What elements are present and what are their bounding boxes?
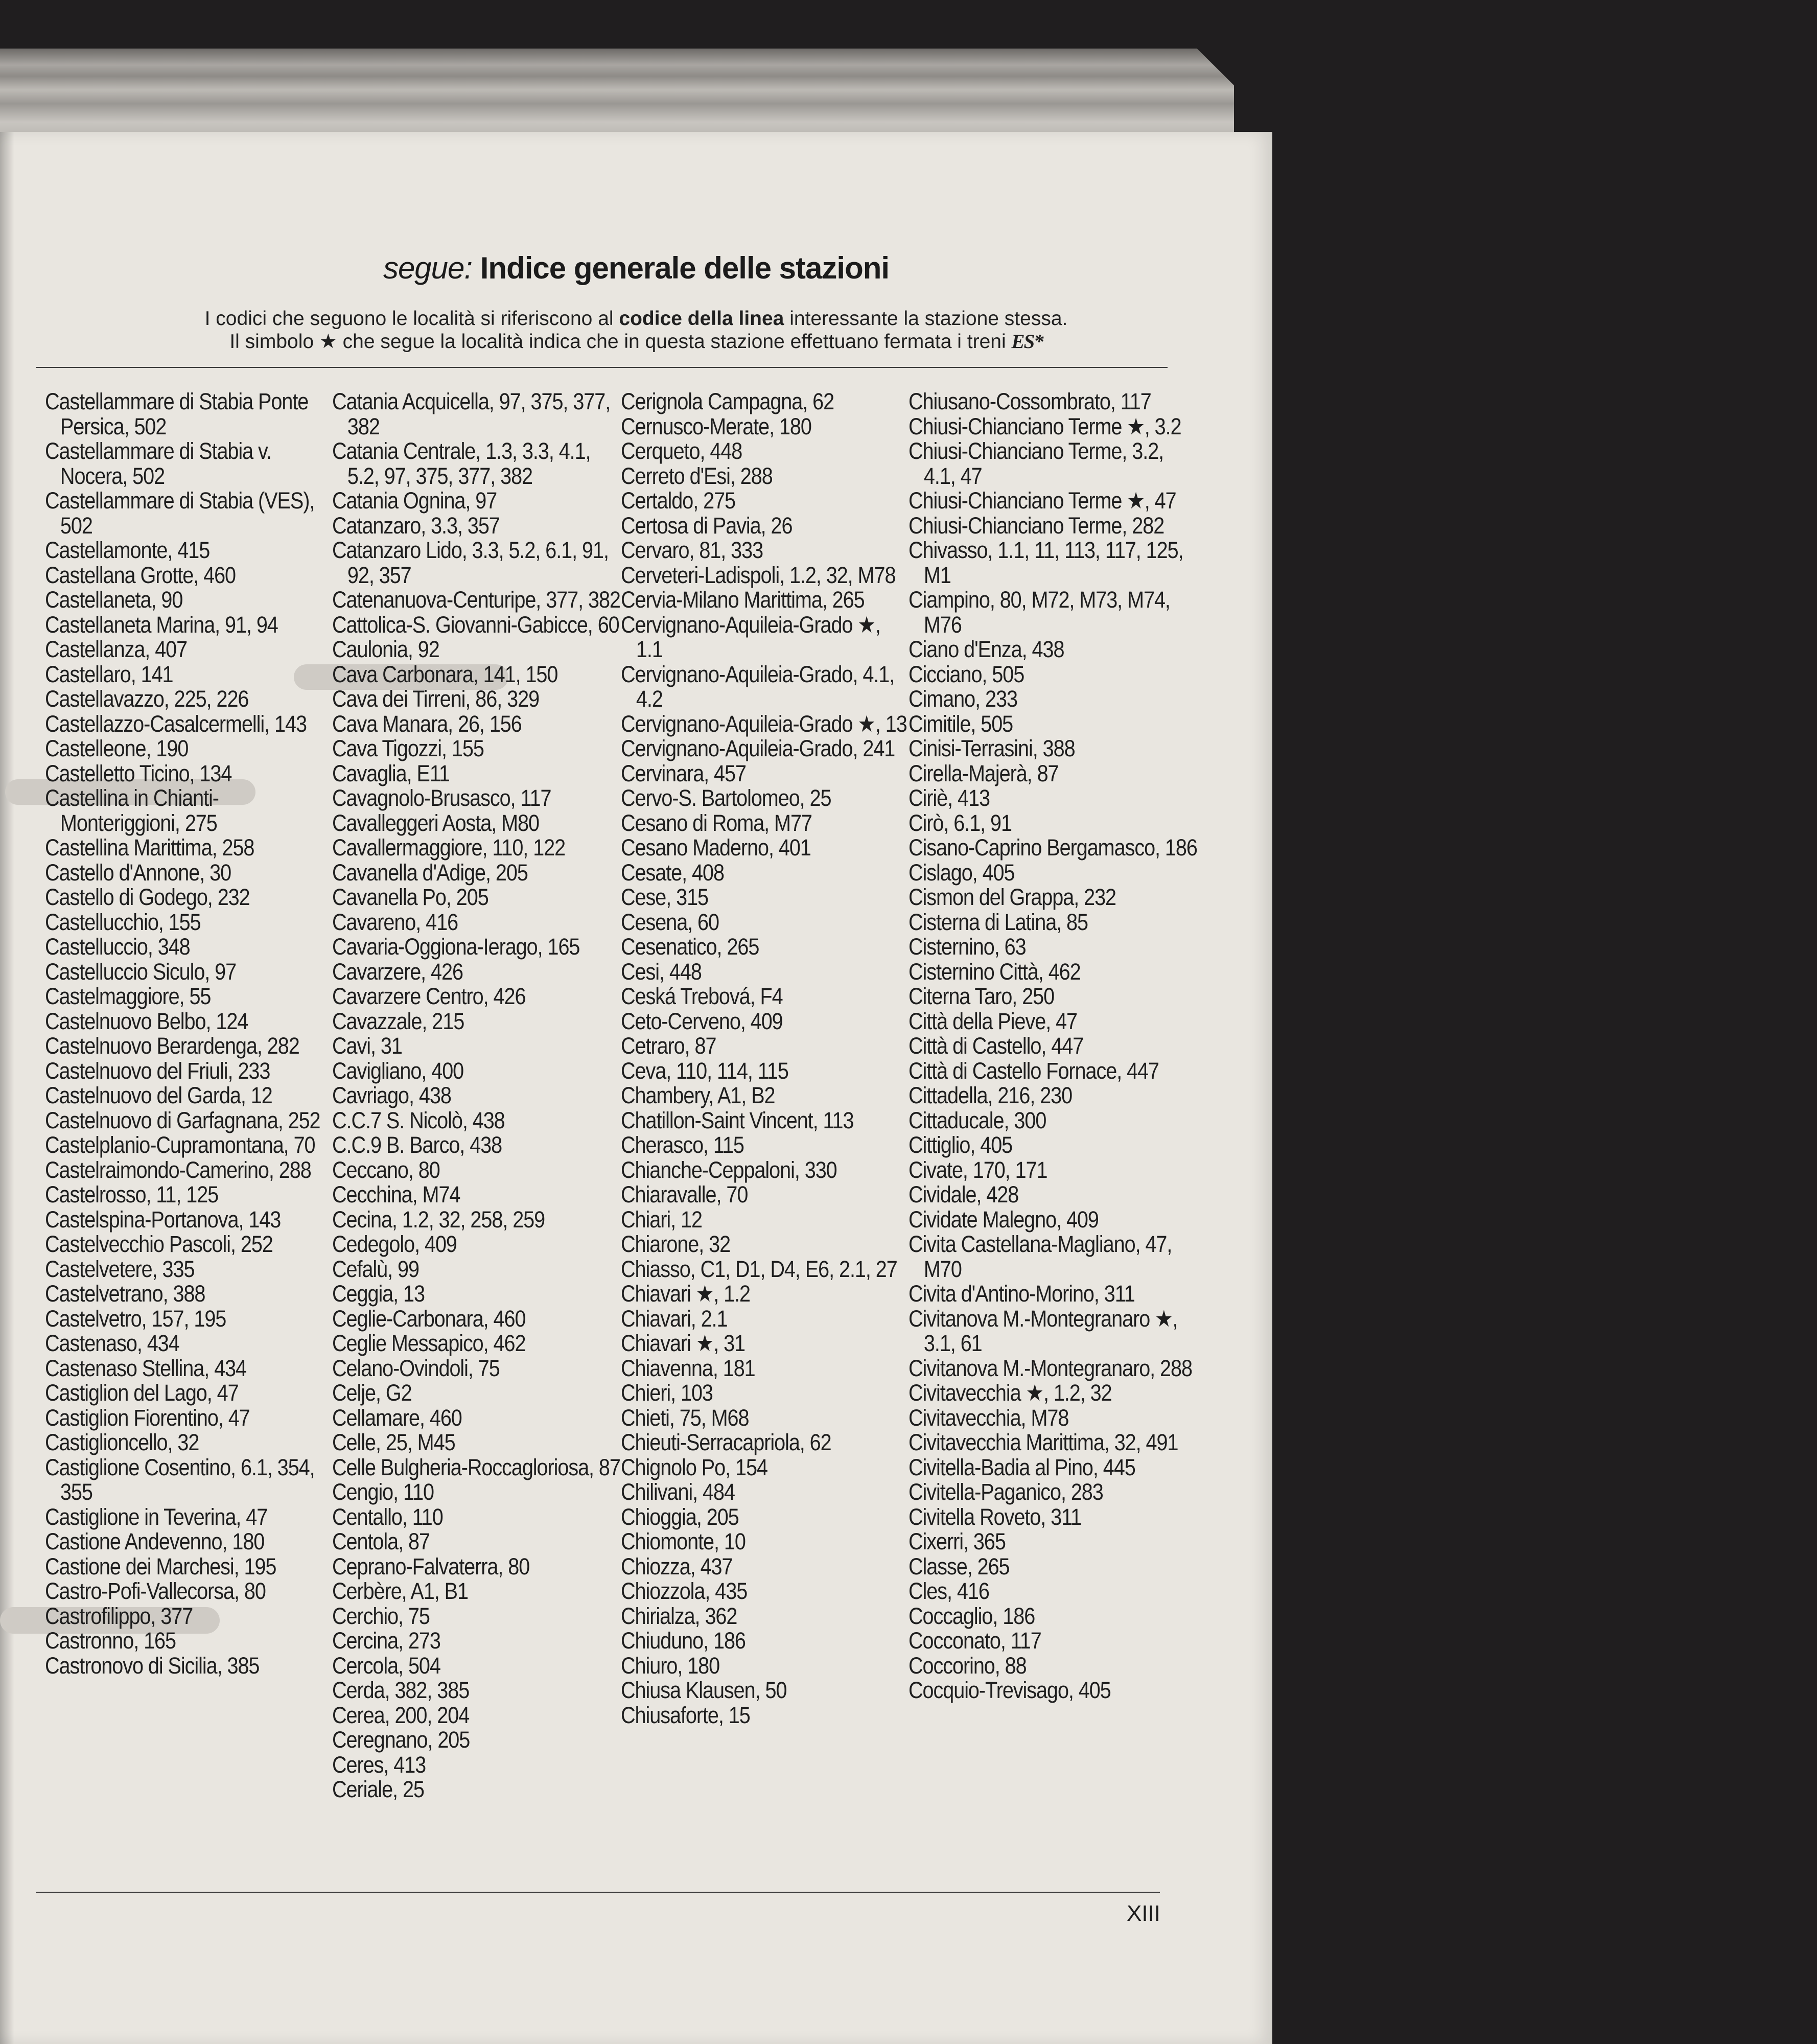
- index-entry: Castellina Marittima, 258: [45, 834, 254, 861]
- index-entry: Chiavari ★, 31: [621, 1330, 746, 1356]
- index-entry: Cerignola Campagna, 62: [621, 388, 834, 414]
- index-entry: Chirialza, 362: [621, 1602, 737, 1629]
- index-entry: Ceto-Cerveno, 409: [621, 1008, 783, 1034]
- index-entry: Cimano, 233: [908, 686, 1017, 712]
- index-entry: Cavarzere, 426: [332, 958, 463, 985]
- index-entry: Castellaneta, 90: [45, 587, 183, 613]
- index-entry: Cervignano-Aquileia-Grado ★, 13: [621, 710, 907, 737]
- index-entry: Cava Manara, 26, 156: [332, 710, 522, 737]
- index-entry: Chivasso, 1.1, 11, 113, 117, 125, M1: [908, 537, 1183, 588]
- index-entry: Castellammare di Stabia (VES), 502: [45, 487, 315, 539]
- index-entry: Cavazzale, 215: [332, 1008, 464, 1034]
- index-column-1: [45, 389, 323, 1678]
- index-entry: Cislago, 405: [908, 859, 1015, 886]
- index-entry: Cervia-Milano Marittima, 265: [621, 587, 865, 613]
- index-entry: Chieuti-Serracapriola, 62: [621, 1429, 831, 1455]
- index-entry: Cervinara, 457: [621, 760, 746, 786]
- index-entry: Cesano Maderno, 401: [621, 834, 811, 861]
- intro-bold-text: codice della linea: [619, 308, 784, 330]
- index-entry: Castiglioncello, 32: [45, 1429, 199, 1455]
- index-entry: Chiusi-Chianciano Terme ★, 47: [908, 487, 1176, 514]
- index-entry: Cavanella Po, 205: [332, 884, 488, 910]
- index-entry: Cividate Malegno, 409: [908, 1206, 1099, 1233]
- index-entry: Castellina in Chianti-Monteriggioni, 275: [45, 785, 219, 836]
- page-title: [0, 250, 1272, 286]
- index-entry: Castelnuovo del Garda, 12: [45, 1082, 272, 1108]
- index-entry: Centallo, 110: [332, 1503, 443, 1530]
- index-entry: Cerreto d'Esi, 288: [621, 462, 773, 489]
- index-entry: Cesenatico, 265: [621, 934, 759, 960]
- index-entry: Castenaso Stellina, 434: [45, 1355, 246, 1381]
- index-entry: Civitella-Paganico, 283: [908, 1479, 1103, 1505]
- index-entry: Cava Tigozzi, 155: [332, 735, 484, 761]
- index-entry: Castellazzo-Casalcermelli, 143: [45, 710, 307, 737]
- index-entry: Castronno, 165: [45, 1628, 176, 1654]
- index-entry: Castelvecchio Pascoli, 252: [45, 1231, 273, 1257]
- index-entry: Castenaso, 434: [45, 1330, 179, 1356]
- index-column-3: [621, 388, 907, 1728]
- index-entry: Castello di Godego, 232: [45, 884, 250, 910]
- index-entry: Castelvetere, 335: [45, 1256, 195, 1282]
- index-entry: Catanzaro Lido, 3.3, 5.2, 6.1, 91, 92, 357: [332, 537, 609, 588]
- index-entry: Catanzaro, 3.3, 357: [332, 512, 500, 539]
- index-entry: Città di Castello Fornace, 447: [908, 1057, 1159, 1084]
- index-entry: Castronovo di Sicilia, 385: [45, 1652, 260, 1679]
- index-entry: Chignolo Po, 154: [621, 1454, 767, 1480]
- index-entry: Castellana Grotte, 460: [45, 562, 236, 588]
- index-entry: Castello d'Annone, 30: [45, 859, 231, 886]
- index-entry: Citerna Taro, 250: [908, 983, 1055, 1009]
- footer-rule: [36, 1892, 1160, 1893]
- index-entry: Civitavecchia ★, 1.2, 32: [908, 1380, 1112, 1406]
- index-entry: Cisternino Città, 462: [908, 958, 1081, 985]
- index-entry: Castelletto Ticino, 134: [45, 760, 232, 786]
- index-entry: Castiglione in Teverina, 47: [45, 1503, 268, 1530]
- index-entry: Cesi, 448: [621, 958, 702, 985]
- index-entry: Castellaro, 141: [45, 661, 173, 687]
- index-entry: Cavaria-Oggiona-Ierago, 165: [332, 934, 580, 960]
- index-entry: Cernusco-Merate, 180: [621, 413, 811, 439]
- index-entry: Cattolica-S. Giovanni-Gabicce, 60: [332, 611, 619, 638]
- index-entry: Castelnuovo Berardenga, 282: [45, 1033, 299, 1059]
- index-entry: Cercola, 504: [332, 1652, 440, 1679]
- index-entry: Chiozzola, 435: [621, 1578, 748, 1604]
- index-entry: Chiusa Klausen, 50: [621, 1677, 787, 1703]
- index-entry: Celle, 25, M45: [332, 1429, 455, 1455]
- index-entry: Castelvetro, 157, 195: [45, 1305, 226, 1332]
- index-entry: Civita d'Antino-Morino, 311: [908, 1281, 1135, 1307]
- index-entry: Catania Centrale, 1.3, 3.3, 4.1, 5.2, 97, 375, 377, 382: [332, 438, 591, 489]
- index-entry: Chiozza, 437: [621, 1553, 733, 1580]
- index-entry: Cismon del Grappa, 232: [908, 884, 1116, 910]
- index-entry: Cervignano-Aquileia-Grado ★, 1.1: [621, 611, 880, 662]
- index-entry: Cellamare, 460: [332, 1404, 462, 1431]
- index-entry: Chiari, 12: [621, 1206, 702, 1233]
- index-entry: Ceccano, 80: [332, 1156, 440, 1183]
- intro-text: Il simbolo ★ che segue la località indica che in questa stazione effettuano fermata i treni: [229, 331, 1012, 353]
- index-entry: Cocconato, 117: [908, 1628, 1041, 1654]
- index-entry: Cecina, 1.2, 32, 258, 259: [332, 1206, 545, 1233]
- index-entry: Cisano-Caprino Bergamasco, 186: [908, 834, 1197, 861]
- index-entry: Civitanova M.-Montegranaro, 288: [908, 1355, 1192, 1381]
- index-entry: Chiavenna, 181: [621, 1355, 755, 1381]
- index-entry: Cerea, 200, 204: [332, 1702, 470, 1728]
- title-main: Indice generale delle stazioni: [480, 251, 890, 285]
- index-entry: Cisterna di Latina, 85: [908, 909, 1088, 935]
- index-entry: Catania Acquicella, 97, 375, 377, 382: [332, 388, 611, 439]
- index-entry: Chatillon-Saint Vincent, 113: [621, 1107, 854, 1133]
- index-entry: Cervo-S. Bartolomeo, 25: [621, 785, 831, 811]
- page-fold-shadow: [0, 132, 14, 2044]
- index-entry: Cerveteri-Ladispoli, 1.2, 32, M78: [621, 562, 896, 588]
- index-entry: Ceres, 413: [332, 1751, 426, 1778]
- index-entry: Ciriè, 413: [908, 785, 990, 811]
- index-entry: Civitella Roveto, 311: [908, 1503, 1082, 1530]
- index-entry: Cirò, 6.1, 91: [908, 809, 1012, 836]
- index-entry: Cavareno, 416: [332, 909, 458, 935]
- index-entry: Cisternino, 63: [908, 934, 1026, 960]
- index-entry: Cles, 416: [908, 1578, 989, 1604]
- index-entry: Cervignano-Aquileia-Grado, 4.1, 4.2: [621, 661, 895, 712]
- index-entry: Cese, 315: [621, 884, 709, 910]
- index-entry: C.C.9 B. Barco, 438: [332, 1132, 502, 1158]
- index-entry: Cefalù, 99: [332, 1256, 419, 1282]
- index-entry: Ceská Trebová, F4: [621, 983, 783, 1009]
- index-entry: Castellammare di Stabia Ponte Persica, 502: [45, 388, 309, 439]
- intro-line-1: [0, 307, 1272, 331]
- index-entry: Castione dei Marchesi, 195: [45, 1553, 276, 1580]
- index-entry: Caulonia, 92: [332, 636, 439, 662]
- intro-text: interessante la stazione stessa.: [784, 308, 1068, 330]
- index-entry: Ceregnano, 205: [332, 1727, 470, 1753]
- index-entry: Cocquio-Trevisago, 405: [908, 1677, 1111, 1703]
- index-entry: Cavriago, 438: [332, 1082, 451, 1108]
- title-prefix: segue:: [383, 251, 473, 285]
- intro-text: I codici che seguono le località si riferiscono al: [204, 308, 619, 330]
- index-entry: Castelluccio Siculo, 97: [45, 958, 237, 985]
- index-entry: Castelraimondo-Camerino, 288: [45, 1156, 311, 1183]
- index-entry: Certosa di Pavia, 26: [621, 512, 793, 539]
- index-entry: Cava Carbonara, 141, 150: [332, 661, 558, 687]
- index-entry: Cavalleggeri Aosta, M80: [332, 809, 539, 836]
- index-entry: Chiasso, C1, D1, D4, E6, 2.1, 27: [621, 1256, 897, 1282]
- index-entry: Civita Castellana-Magliano, 47, M70: [908, 1231, 1172, 1282]
- index-entry: Castelnuovo di Garfagnana, 252: [45, 1107, 320, 1133]
- index-entry: Civitavecchia Marittima, 32, 491: [908, 1429, 1178, 1455]
- index-entry: Coccorino, 88: [908, 1652, 1027, 1679]
- index-entry: Chiusi-Chianciano Terme ★, 3.2: [908, 413, 1181, 439]
- index-entry: Cittiglio, 405: [908, 1132, 1013, 1158]
- index-entry: Castione Andevenno, 180: [45, 1528, 265, 1554]
- index-entry: Cirella-Majerà, 87: [908, 760, 1059, 786]
- index-entry: Ceprano-Falvaterra, 80: [332, 1553, 530, 1580]
- index-entry: Cengio, 110: [332, 1479, 434, 1505]
- index-entry: Città della Pieve, 47: [908, 1008, 1078, 1034]
- index-entry: Chioggia, 205: [621, 1503, 739, 1530]
- index-entry: Cervaro, 81, 333: [621, 537, 763, 563]
- index-entry: Cavanella d'Adige, 205: [332, 859, 528, 886]
- index-entry: Civitella-Badia al Pino, 445: [908, 1454, 1135, 1480]
- index-entry: Cecchina, M74: [332, 1181, 460, 1207]
- index-entry: Catenanuova-Centuripe, 377, 382: [332, 587, 620, 613]
- index-entry: Castellaneta Marina, 91, 94: [45, 611, 278, 638]
- index-entry: Castellavazzo, 225, 226: [45, 686, 249, 712]
- index-entry: Castiglion Fiorentino, 47: [45, 1404, 250, 1431]
- index-entry: Castiglion del Lago, 47: [45, 1380, 239, 1406]
- index-entry: Civitanova M.-Montegranaro ★, 3.1, 61: [908, 1305, 1178, 1356]
- index-entry: Ceggia, 13: [332, 1281, 425, 1307]
- index-entry: Chiusano-Cossombrato, 117: [908, 388, 1151, 414]
- index-entry: Cervignano-Aquileia-Grado, 241: [621, 735, 895, 761]
- index-entry: Cerbère, A1, B1: [332, 1578, 468, 1604]
- index-entry: Celle Bulgheria-Roccagloriosa, 87: [332, 1454, 620, 1480]
- index-entry: Castelluccio, 348: [45, 934, 190, 960]
- index-entry: Cesate, 408: [621, 859, 724, 886]
- index-entry: Castellucchio, 155: [45, 909, 201, 935]
- index-entry: Ceva, 110, 114, 115: [621, 1057, 788, 1084]
- index-entry: Castelnuovo Belbo, 124: [45, 1008, 248, 1034]
- index-entry: Castelspina-Portanova, 143: [45, 1206, 281, 1233]
- index-entry: Cedegolo, 409: [332, 1231, 457, 1257]
- index-entry: Chiusaforte, 15: [621, 1702, 750, 1728]
- index-entry: Ciampino, 80, M72, M73, M74, M76: [908, 587, 1170, 638]
- index-entry: Cittaducale, 300: [908, 1107, 1046, 1133]
- index-entry: Chiusi-Chianciano Terme, 3.2, 4.1, 47: [908, 438, 1164, 489]
- index-entry: Chiarone, 32: [621, 1231, 731, 1257]
- index-entry: Cerqueto, 448: [621, 438, 742, 464]
- index-entry: Cercina, 273: [332, 1628, 440, 1654]
- index-entry: Cimitile, 505: [908, 710, 1013, 737]
- index-entry: Cinisi-Terrasini, 388: [908, 735, 1075, 761]
- index-entry: Celje, G2: [332, 1380, 412, 1406]
- index-entry: Cavallermaggiore, 110, 122: [332, 834, 566, 861]
- index-entry: Chieti, 75, M68: [621, 1404, 749, 1431]
- index-entry: Civate, 170, 171: [908, 1156, 1047, 1183]
- index-entry: Castelrosso, 11, 125: [45, 1181, 219, 1207]
- index-entry: Castro-Pofi-Vallecorsa, 80: [45, 1578, 266, 1604]
- index-entry: Cherasco, 115: [621, 1132, 744, 1158]
- index-entry: Castelvetrano, 388: [45, 1281, 205, 1307]
- index-entry: Cixerri, 365: [908, 1528, 1006, 1554]
- index-entry: Chiuduno, 186: [621, 1628, 746, 1654]
- index-entry: Coccaglio, 186: [908, 1602, 1035, 1629]
- index-entry: Ceriale, 25: [332, 1776, 424, 1802]
- index-entry: Cesano di Roma, M77: [621, 809, 812, 836]
- intro-line-2: [0, 330, 1272, 354]
- index-entry: Chiusi-Chianciano Terme, 282: [908, 512, 1164, 539]
- index-entry: Chiomonte, 10: [621, 1528, 746, 1554]
- index-entry: Castelnuovo del Friuli, 233: [45, 1057, 270, 1084]
- index-entry: Ceglie-Carbonara, 460: [332, 1305, 526, 1332]
- index-entry: Cavaglia, E11: [332, 760, 450, 786]
- index-entry: Cavarzere Centro, 426: [332, 983, 526, 1009]
- index-entry: Castiglione Cosentino, 6.1, 354, 355: [45, 1454, 315, 1505]
- index-entry: Castrofilippo, 377: [45, 1602, 193, 1629]
- page-number: XIII: [1127, 1901, 1161, 1926]
- index-entry: Chianche-Ceppaloni, 330: [621, 1156, 837, 1183]
- index-entry: Ciano d'Enza, 438: [908, 636, 1064, 662]
- page-header: [0, 250, 1272, 286]
- index-entry: Castelleone, 190: [45, 735, 189, 761]
- index-column-2: [332, 388, 620, 1802]
- index-entry: Cavi, 31: [332, 1033, 402, 1059]
- index-entry: Città di Castello, 447: [908, 1033, 1084, 1059]
- index-entry: Castellanza, 407: [45, 636, 188, 662]
- index-entry: Chiavari ★, 1.2: [621, 1281, 750, 1307]
- index-entry: Chiuro, 180: [621, 1652, 720, 1679]
- es-logo: ES*: [1011, 331, 1043, 353]
- index-entry: Ceglie Messapico, 462: [332, 1330, 526, 1356]
- index-entry: Certaldo, 275: [621, 487, 736, 514]
- index-entry: C.C.7 S. Nicolò, 438: [332, 1107, 505, 1133]
- index-entry: Cesena, 60: [621, 909, 719, 935]
- index-column-4: [908, 388, 1197, 1703]
- index-entry: Castellamonte, 415: [45, 537, 210, 563]
- index-entry: Cavagnolo-Brusasco, 117: [332, 785, 551, 811]
- index-entry: Castelplanio-Cupramontana, 70: [45, 1132, 315, 1158]
- index-entry: Chiavari, 2.1: [621, 1305, 728, 1332]
- index-entry: Cerchio, 75: [332, 1602, 430, 1629]
- index-entry: Chilivani, 484: [621, 1479, 735, 1505]
- index-entry: Chiaravalle, 70: [621, 1181, 748, 1207]
- index-entry: Cittadella, 216, 230: [908, 1082, 1073, 1108]
- header-rule: [36, 367, 1168, 368]
- index-entry: Castelmaggiore, 55: [45, 983, 211, 1009]
- index-entry: Castellammare di Stabia v. Nocera, 502: [45, 438, 271, 489]
- index-entry: Cavigliano, 400: [332, 1057, 464, 1084]
- index-entry: Cava dei Tirreni, 86, 329: [332, 686, 540, 712]
- index-entry: Cicciano, 505: [908, 661, 1024, 687]
- index-entry: Chambery, A1, B2: [621, 1082, 775, 1108]
- index-entry: Chieri, 103: [621, 1380, 713, 1406]
- index-entry: Cetraro, 87: [621, 1033, 716, 1059]
- index-entry: Catania Ognina, 97: [332, 487, 497, 514]
- index-entry: Centola, 87: [332, 1528, 430, 1554]
- index-entry: Civitavecchia, M78: [908, 1404, 1069, 1431]
- index-entry: Cividale, 428: [908, 1181, 1019, 1207]
- index-entry: Cerda, 382, 385: [332, 1677, 470, 1703]
- book-page-stack: [0, 49, 1234, 141]
- index-entry: Classe, 265: [908, 1553, 1010, 1580]
- index-entry: Celano-Ovindoli, 75: [332, 1355, 500, 1381]
